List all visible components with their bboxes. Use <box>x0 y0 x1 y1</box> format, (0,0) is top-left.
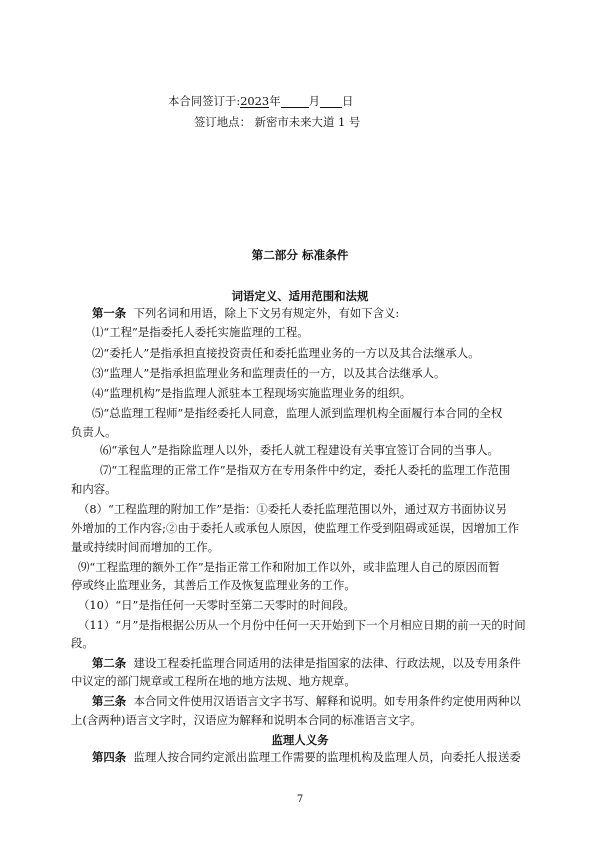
article3-label: 第三条 <box>92 694 127 708</box>
article1-item: 和内容。 <box>71 482 117 496</box>
article2-line: 中议定的部门规章或工程所在地的地方法规、地方规章。 <box>71 674 356 688</box>
article1-intro-line <box>92 306 399 320</box>
article1-item: 量或持续时间而增加的工作。 <box>71 540 220 554</box>
article1-item: （8）“工程监理的附加工作”是指：①委托人委托监理范围以外，通过双方书面协议另 <box>78 502 507 516</box>
signing-place-line <box>194 114 360 130</box>
page-number: 7 <box>296 794 304 805</box>
article1-item: ⑸“总监理工程师”是指经委托人同意，监理人派到监理机构全面履行本合同的全权 <box>92 406 503 420</box>
article3-text: 本合同文件使用汉语语言文字书写、解释和说明。如专用条件约定使用两种以 <box>133 694 521 708</box>
article1-label: 第一条 <box>92 306 127 320</box>
section-title-definitions: 词语定义、适用范围和法规 <box>231 289 369 303</box>
article4-text: 监理人按合同约定派出监理工作需要的监理机构及监理人员，向委托人报送委 <box>133 750 521 764</box>
article1-item: （10）“日”是指任何一天零时至第二天零时的时间段。 <box>78 598 355 612</box>
article1-item: （11）“月”是指根据公历从一个月份中任何一天开始到下一个月相应日期的前一天的时间 <box>78 618 526 632</box>
article1-item: 停或终止监理业务，其善后工作及恢复监理业务的工作。 <box>71 578 356 592</box>
signing-date-line <box>168 93 353 109</box>
article1-item: ⑵“委托人”是指承担直接投资责任和委托监理业务的一方以及其合法继承人。 <box>92 346 480 360</box>
year-unit: 年 <box>269 94 281 108</box>
article2-label: 第二条 <box>92 656 127 670</box>
article2-line <box>92 656 521 670</box>
section-title-supervisor-obligations: 监理人义务 <box>271 733 329 747</box>
article1-item: ⑶“监理人”是指承担监理业务和监理责任的一方，以及其合法继承人。 <box>92 366 446 380</box>
day-blank <box>320 95 342 108</box>
article1-item: ⑴“工程”是指委托人委托实施监理的工程。 <box>92 325 309 339</box>
signing-place-label: 签订地点： <box>194 115 251 129</box>
part-title: 第二部分 标准条件 <box>251 248 349 262</box>
article3-line: 上(含两种)语言文字时，汉语应为解释和说明本合同的标准语言文字。 <box>71 713 422 727</box>
day-unit: 日 <box>342 94 354 108</box>
article1-item: 外增加的工作内容;②由于委托人或承包人原因，使监理工作受到阻碍或延误，因增加工作 <box>71 521 520 535</box>
article1-intro: 下列名词和用语，除上下文另有规定外，有如下含义: <box>133 306 400 320</box>
article1-item: 段。 <box>71 636 94 650</box>
article1-item: 负责人。 <box>71 425 117 439</box>
signing-year: 2023 <box>240 94 270 108</box>
article1-item: ⑹“承包人”是指除监理人以外，委托人就工程建设有关事宜签订合同的当事人。 <box>100 443 499 457</box>
article1-item: ⑺“工程监理的正常工作”是指双方在专用条件中约定，委托人委托的监理工作范围 <box>100 463 511 477</box>
article1-item: ⑷“监理机构”是指监理人派驻本工程现场实施监理业务的组织。 <box>92 386 412 400</box>
article3-line <box>92 694 521 708</box>
month-blank <box>281 95 309 108</box>
article4-line <box>92 750 521 764</box>
article2-text: 建设工程委托监理合同适用的法律是指国家的法律、行政法规，以及专用条件 <box>133 656 521 670</box>
signing-date-label: 本合同签订于: <box>168 94 241 108</box>
article4-label: 第四条 <box>92 750 127 764</box>
article1-item: ⑼“工程监理的额外工作”是指正常工作和附加工作以外，或非监理人自己的原因而暂 <box>78 560 500 574</box>
signing-place-value: 新密市未来大道 1 号 <box>254 115 361 129</box>
month-unit: 月 <box>308 94 320 108</box>
